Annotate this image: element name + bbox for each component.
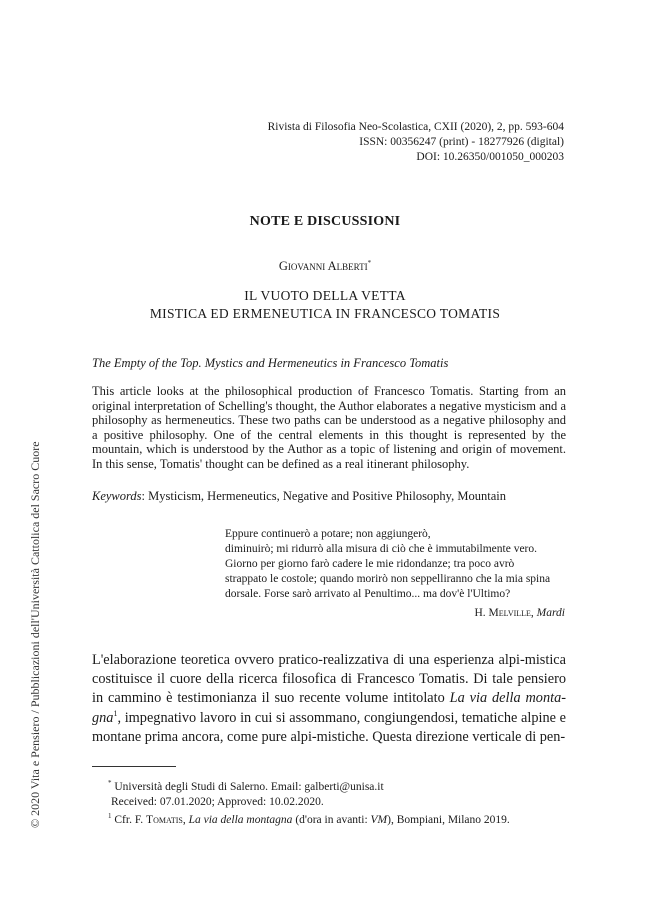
footnote-mark: * xyxy=(108,779,112,787)
epigraph-author: H. Melville xyxy=(474,607,531,619)
abstract: This article looks at the philosophical production of Francesco Tomatis. Starting from an original interpretation of Schelling's thought, the Author elaborates a negative mysticism and a philosophy as hermeneutics. These two paths can be understood as a negative philosophy and a positive philosophy. One of the central elements in this thought is represented by the mountain, which is understood by the Author as a topic of listening and origin of movement. In this sense, Tomatis' thought can be defined as a real itinerant philosophy. xyxy=(92,384,566,471)
footnote-mark: 1 xyxy=(108,812,112,820)
epigraph-line: strappato le costole; quando morirò non seppelliranno che la mia spina xyxy=(225,573,551,585)
journal-header xyxy=(268,120,564,165)
article-title xyxy=(0,287,650,323)
english-title: The Empty of the Top. Mystics and Hermeneutics in Francesco Tomatis xyxy=(92,356,449,370)
footnote-ref: 1 xyxy=(113,708,118,718)
epigraph-work: Mardi xyxy=(536,607,565,619)
footnote-author-name: Tomatis xyxy=(146,813,183,826)
epigraph-source: H. Melville, Mardi xyxy=(474,607,565,619)
keywords xyxy=(92,489,566,504)
epigraph-line: diminuirò; mi ridurrò alla misura di ciò che è immutabilmente vero. xyxy=(225,543,538,555)
footnote-text: (d'ora in avanti: xyxy=(292,813,371,826)
author-footnote-mark: * xyxy=(367,259,372,267)
body-text: L'elaborazione teoretica ovvero pratico-realizzativa di una esperienza alpi-mistica costituisce il cuore della ricerca filosofica di Francesco Tomatis. Di tale pensiero in cammino è testimonianza il suo recente volume intitolato xyxy=(92,652,566,707)
footnote-author xyxy=(108,776,568,810)
journal-citation: Rivista di Filosofia Neo-Scolastica, CXII (2020), 2, pp. 593-604 xyxy=(267,121,564,133)
author-name: Giovanni Alberti xyxy=(278,259,368,274)
book-title: La via della monta-gna xyxy=(92,690,566,726)
title-line-2: MISTICA ED ERMENEUTICA IN FRANCESCO TOMATIS xyxy=(149,306,501,321)
footnote-book-title: La via della montagna xyxy=(188,813,293,826)
affiliation: Università degli Studi di Salerno. Email: galberti@unisa.it xyxy=(114,780,384,793)
keywords-label: Keywords xyxy=(92,489,142,503)
footnote-text: , xyxy=(182,813,189,826)
title-line-1: IL VUOTO DELLA VETTA xyxy=(244,288,406,303)
keywords-text: : Mysticism, Hermeneutics, Negative and Positive Philosophy, Mountain xyxy=(141,489,506,503)
doi: DOI: 10.26350/001050_000203 xyxy=(416,151,564,163)
footnote-text: Cfr. F. xyxy=(114,813,147,826)
footnote-divider xyxy=(92,766,176,767)
received-approved: Received: 07.01.2020; Approved: 10.02.2020. xyxy=(111,795,324,808)
footnote-1 xyxy=(108,809,568,828)
epigraph-line: Giorno per giorno farò cadere le mie ridondanze; tra poco avrò xyxy=(225,558,515,570)
body-text: , impegnativo lavoro in cui si assommano, congiungendosi, tematiche alpine e montane prima ancora, come pure alpi-mistiche. Questa direzione verticale di pen- xyxy=(92,709,566,745)
epigraph-line: Eppure continuerò a potare; non aggiungerò, xyxy=(225,528,431,540)
footnote-abbreviation: VM xyxy=(370,813,388,826)
epigraph xyxy=(225,527,565,621)
footnote-text: ), Bompiani, Milano 2019. xyxy=(387,813,510,826)
copyright-text: © 2020 Vita e Pensiero / Pubblicazioni dell'Università Cattolica del Sacro Cuore xyxy=(28,441,42,828)
body-paragraph xyxy=(92,651,566,747)
section-title: NOTE E DISCUSSIONI xyxy=(249,214,401,229)
issn: ISSN: 00356247 (print) - 18277926 (digital) xyxy=(359,136,564,148)
author-line xyxy=(0,259,650,274)
epigraph-line: dorsale. Forse sarò arrivato al Penultimo... ma dov'è l'Ultimo? xyxy=(225,588,511,600)
copyright-sidebar xyxy=(28,441,42,838)
